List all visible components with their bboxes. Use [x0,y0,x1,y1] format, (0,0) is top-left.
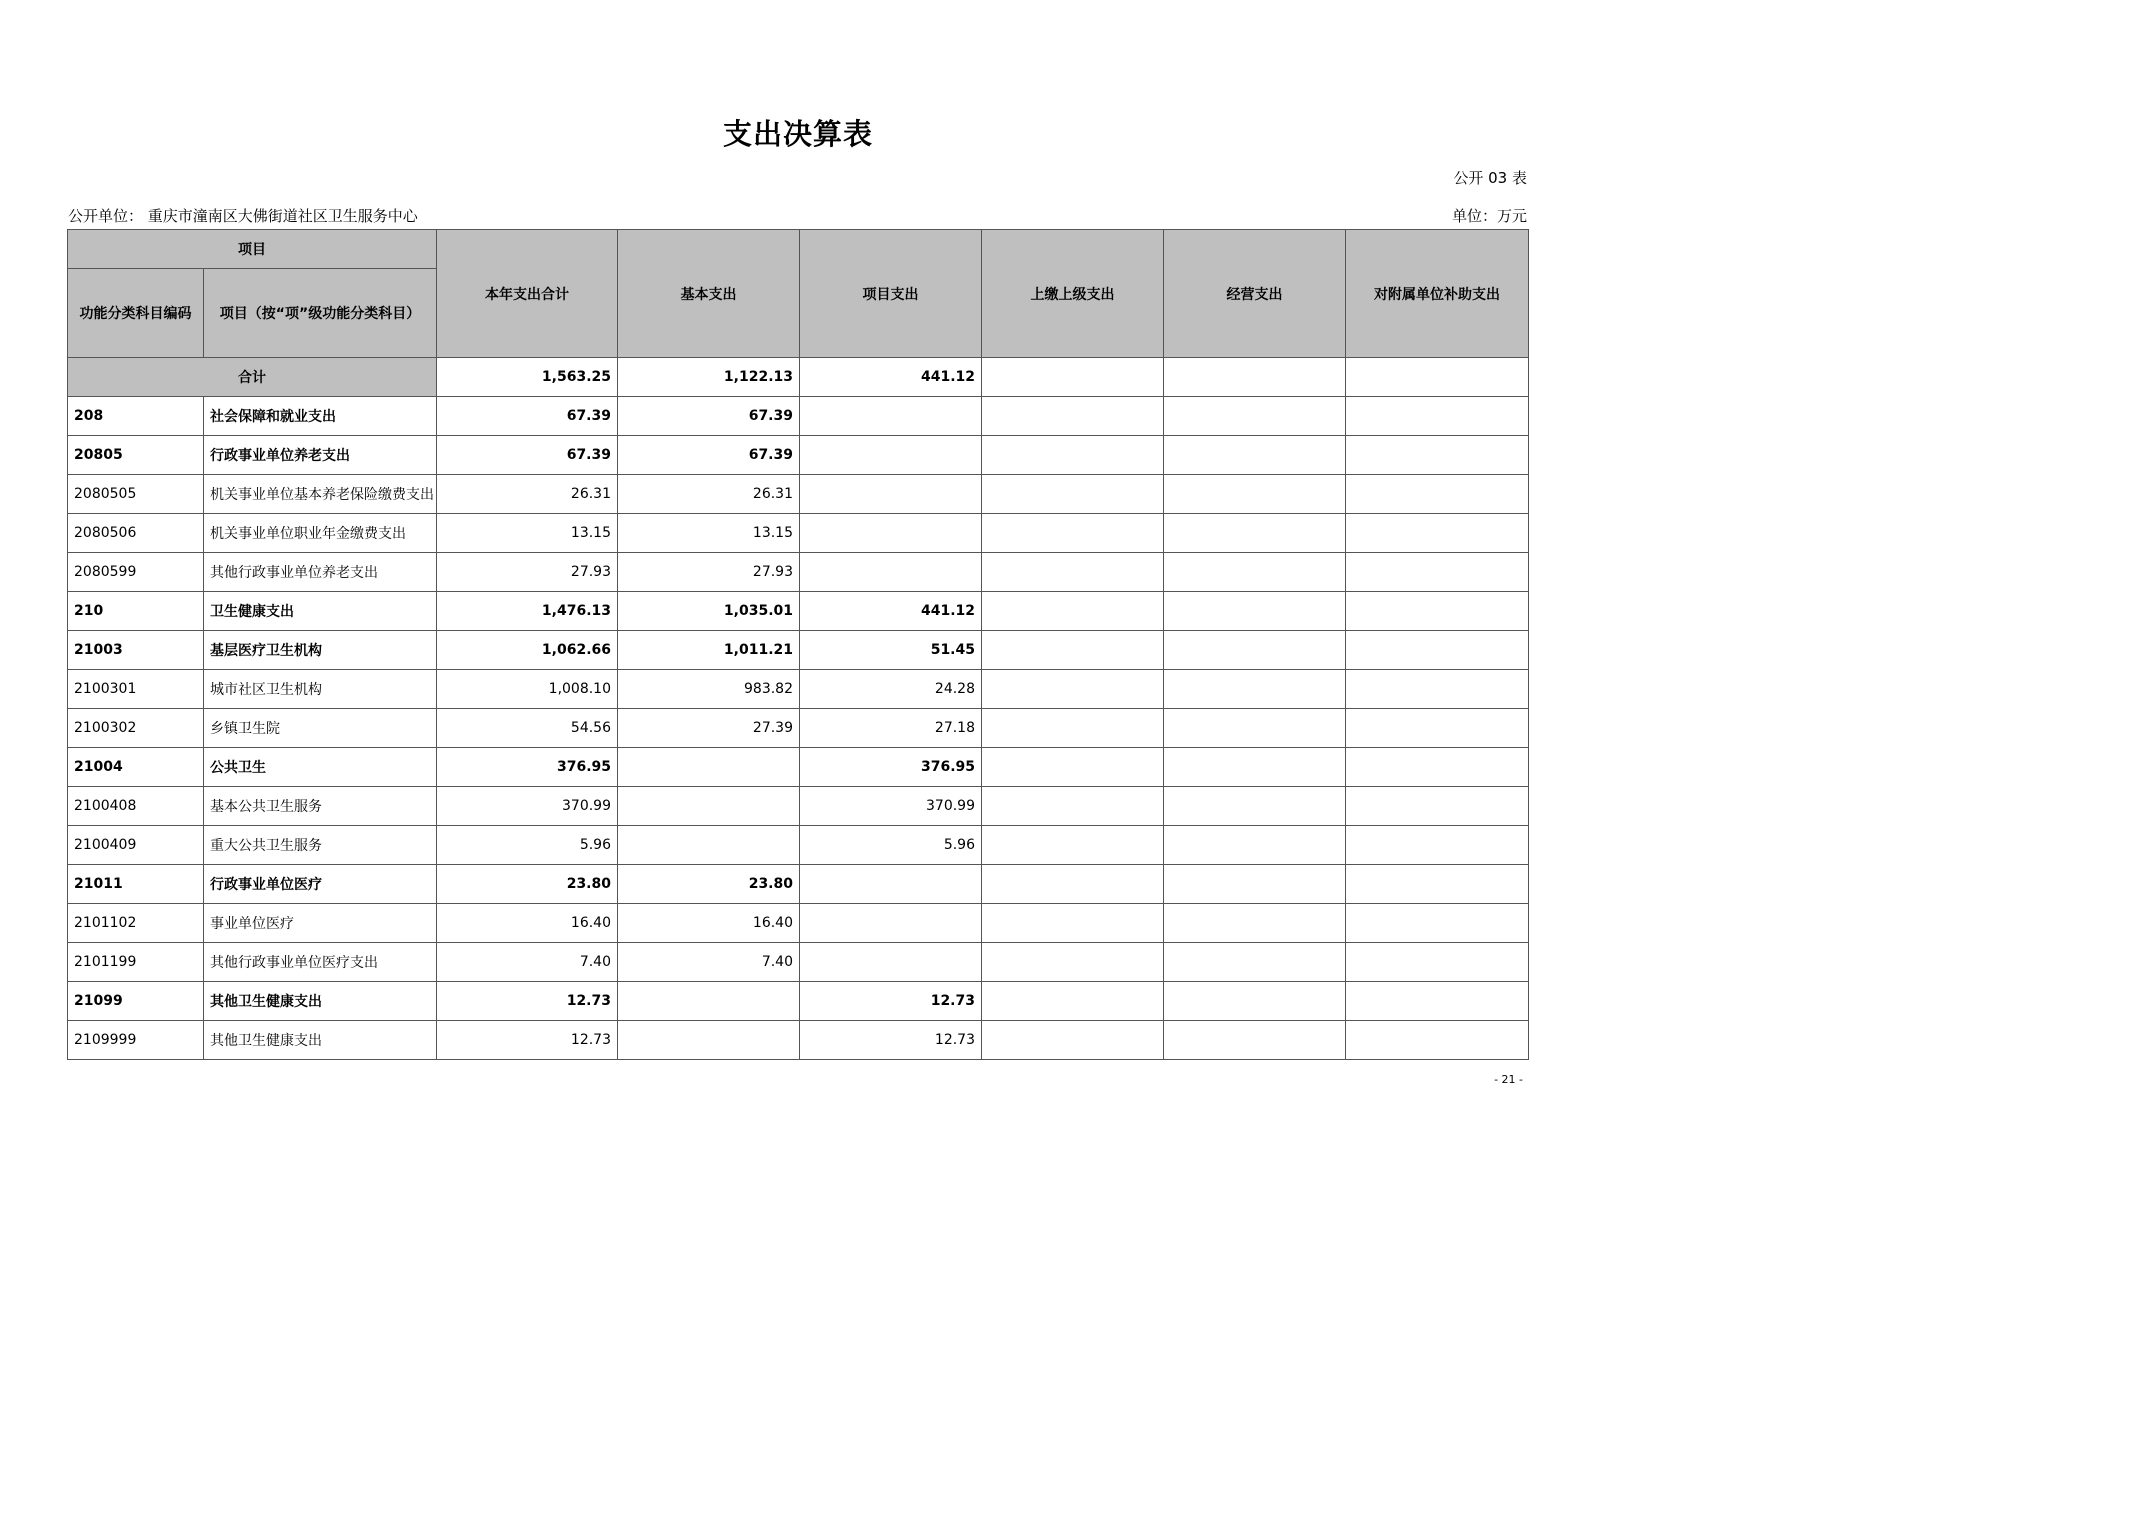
cell-basic [618,1021,800,1060]
cell-subsidy [1346,904,1529,943]
cell-subsidy [1346,748,1529,787]
cell-upper [982,670,1164,709]
cell-business [1164,553,1346,592]
cell-name: 基层医疗卫生机构 [204,631,437,670]
cell-total: 16.40 [437,904,618,943]
cell-business [1164,397,1346,436]
cell-basic: 67.39 [618,397,800,436]
cell-code: 2101102 [68,904,204,943]
cell-business [1164,904,1346,943]
cell-project [800,904,982,943]
cell-upper [982,475,1164,514]
header-project: 项目支出 [800,230,982,358]
cell-basic: 13.15 [618,514,800,553]
cell-business [1164,709,1346,748]
cell-basic: 1,011.21 [618,631,800,670]
cell-total: 12.73 [437,982,618,1021]
cell-upper [982,592,1164,631]
cell-total: 1,062.66 [437,631,618,670]
cell-name: 其他卫生健康支出 [204,982,437,1021]
cell-code: 2100302 [68,709,204,748]
reporting-unit: 公开单位： 重庆市潼南区大佛街道社区卫生服务中心 [68,207,418,225]
cell-total: 13.15 [437,514,618,553]
cell-total: 27.93 [437,553,618,592]
expenditure-table [67,229,1529,1060]
table-row [68,631,1529,670]
total-cell-project: 441.12 [800,358,982,397]
form-number: 公开 03 表 [1453,169,1527,187]
table-row [68,826,1529,865]
cell-subsidy [1346,553,1529,592]
table-row [68,436,1529,475]
cell-business [1164,631,1346,670]
cell-basic [618,787,800,826]
cell-name: 其他行政事业单位医疗支出 [204,943,437,982]
cell-business [1164,982,1346,1021]
cell-project: 24.28 [800,670,982,709]
header-subsidy: 对附属单位补助支出 [1346,230,1529,358]
table-row [68,748,1529,787]
cell-project [800,943,982,982]
cell-business [1164,787,1346,826]
header-item: 项目 [68,230,437,269]
table-row [68,592,1529,631]
cell-name: 机关事业单位职业年金缴费支出 [204,514,437,553]
cell-code: 2109999 [68,1021,204,1060]
cell-business [1164,826,1346,865]
cell-upper [982,982,1164,1021]
table-row [68,943,1529,982]
cell-total: 1,008.10 [437,670,618,709]
cell-basic: 26.31 [618,475,800,514]
cell-code: 2080505 [68,475,204,514]
cell-upper [982,631,1164,670]
cell-upper [982,748,1164,787]
cell-upper [982,553,1164,592]
cell-upper [982,943,1164,982]
header-upper: 上缴上级支出 [982,230,1164,358]
cell-name: 机关事业单位基本养老保险缴费支出 [204,475,437,514]
cell-basic [618,826,800,865]
cell-business [1164,1021,1346,1060]
cell-subsidy [1346,514,1529,553]
cell-project [800,553,982,592]
cell-name: 城市社区卫生机构 [204,670,437,709]
cell-project: 370.99 [800,787,982,826]
cell-name: 卫生健康支出 [204,592,437,631]
cell-code: 21011 [68,865,204,904]
cell-code: 2080506 [68,514,204,553]
cell-name: 乡镇卫生院 [204,709,437,748]
header-code: 功能分类科目编码 [68,269,204,358]
cell-total: 1,476.13 [437,592,618,631]
cell-project [800,865,982,904]
cell-code: 2100409 [68,826,204,865]
cell-total: 23.80 [437,865,618,904]
cell-business [1164,514,1346,553]
cell-business [1164,592,1346,631]
cell-business [1164,670,1346,709]
table-row [68,787,1529,826]
total-label: 合计 [68,358,437,397]
cell-project [800,397,982,436]
cell-subsidy [1346,670,1529,709]
cell-name: 行政事业单位养老支出 [204,436,437,475]
cell-code: 2080599 [68,553,204,592]
cell-subsidy [1346,943,1529,982]
header-name: 项目（按“项”级功能分类科目） [204,269,437,358]
cell-code: 2100301 [68,670,204,709]
cell-code: 208 [68,397,204,436]
table-row [68,553,1529,592]
cell-total: 376.95 [437,748,618,787]
cell-basic [618,748,800,787]
total-row [68,358,1529,397]
currency-unit: 单位：万元 [1451,207,1527,225]
header-total: 本年支出合计 [437,230,618,358]
cell-project [800,436,982,475]
table-row [68,982,1529,1021]
cell-upper [982,865,1164,904]
total-cell-subsidy [1346,358,1529,397]
cell-project: 51.45 [800,631,982,670]
cell-name: 其他行政事业单位养老支出 [204,553,437,592]
cell-upper [982,1021,1164,1060]
header-basic: 基本支出 [618,230,800,358]
table-row [68,670,1529,709]
cell-subsidy [1346,475,1529,514]
cell-project [800,514,982,553]
cell-upper [982,787,1164,826]
cell-subsidy [1346,709,1529,748]
cell-upper [982,904,1164,943]
cell-project: 27.18 [800,709,982,748]
cell-basic: 27.93 [618,553,800,592]
total-cell-upper [982,358,1164,397]
page-title: 支出决算表 [722,117,873,151]
cell-project [800,475,982,514]
cell-subsidy [1346,826,1529,865]
cell-project: 441.12 [800,592,982,631]
cell-subsidy [1346,592,1529,631]
cell-business [1164,865,1346,904]
cell-code: 2100408 [68,787,204,826]
cell-subsidy [1346,631,1529,670]
cell-name: 重大公共卫生服务 [204,826,437,865]
cell-basic: 16.40 [618,904,800,943]
cell-total: 26.31 [437,475,618,514]
cell-name: 事业单位医疗 [204,904,437,943]
table-row [68,709,1529,748]
cell-total: 7.40 [437,943,618,982]
cell-business [1164,475,1346,514]
cell-code: 21004 [68,748,204,787]
cell-basic [618,982,800,1021]
cell-project: 5.96 [800,826,982,865]
cell-code: 210 [68,592,204,631]
cell-subsidy [1346,982,1529,1021]
cell-subsidy [1346,787,1529,826]
cell-project: 12.73 [800,1021,982,1060]
cell-project: 12.73 [800,982,982,1021]
table-row [68,865,1529,904]
cell-code: 21099 [68,982,204,1021]
cell-upper [982,514,1164,553]
cell-upper [982,826,1164,865]
cell-project: 376.95 [800,748,982,787]
cell-basic: 23.80 [618,865,800,904]
cell-basic: 1,035.01 [618,592,800,631]
cell-name: 其他卫生健康支出 [204,1021,437,1060]
cell-subsidy [1346,1021,1529,1060]
cell-subsidy [1346,436,1529,475]
cell-business [1164,748,1346,787]
table-row [68,475,1529,514]
cell-total: 54.56 [437,709,618,748]
table-row [68,904,1529,943]
cell-business [1164,436,1346,475]
cell-name: 社会保障和就业支出 [204,397,437,436]
cell-upper [982,709,1164,748]
table-row [68,1021,1529,1060]
table-row [68,514,1529,553]
table-body [68,358,1529,1060]
cell-basic: 27.39 [618,709,800,748]
cell-total: 12.73 [437,1021,618,1060]
cell-basic: 67.39 [618,436,800,475]
cell-name: 公共卫生 [204,748,437,787]
total-cell-basic: 1,122.13 [618,358,800,397]
cell-upper [982,397,1164,436]
table-header [68,230,1529,358]
cell-total: 67.39 [437,436,618,475]
cell-name: 基本公共卫生服务 [204,787,437,826]
cell-basic: 983.82 [618,670,800,709]
cell-subsidy [1346,865,1529,904]
cell-upper [982,436,1164,475]
cell-total: 67.39 [437,397,618,436]
cell-subsidy [1346,397,1529,436]
page-number: - 21 - [1494,1073,1523,1086]
total-cell-total: 1,563.25 [437,358,618,397]
header-business: 经营支出 [1164,230,1346,358]
table-row [68,397,1529,436]
cell-basic: 7.40 [618,943,800,982]
total-cell-business [1164,358,1346,397]
cell-code: 21003 [68,631,204,670]
cell-business [1164,943,1346,982]
cell-code: 20805 [68,436,204,475]
cell-code: 2101199 [68,943,204,982]
cell-total: 5.96 [437,826,618,865]
cell-name: 行政事业单位医疗 [204,865,437,904]
cell-total: 370.99 [437,787,618,826]
